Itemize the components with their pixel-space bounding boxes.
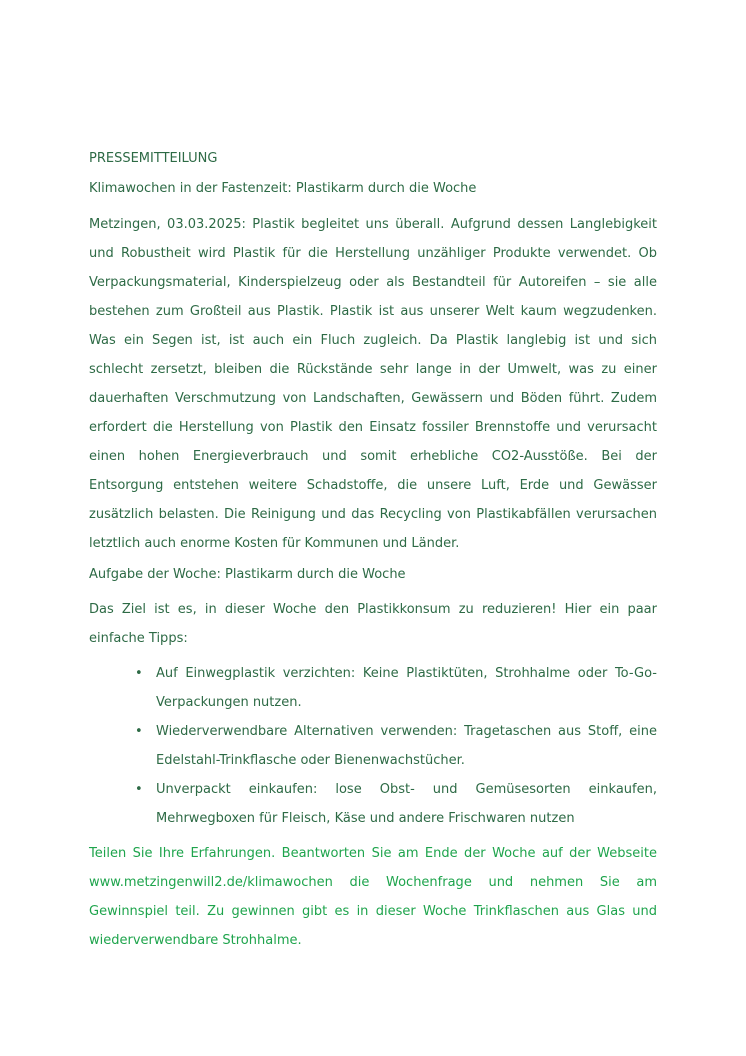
tip-item — [135, 659, 657, 717]
press-release-page — [89, 150, 657, 955]
tips-list — [89, 659, 657, 833]
bullet-icon: • — [135, 666, 143, 681]
bullet-icon: • — [135, 724, 143, 739]
task-heading: Aufgabe der Woche: Plastikarm durch die Woche — [89, 567, 406, 582]
tip-text: Unverpackt einkaufen: lose Obst- und Gemüsesorten einkaufen, Mehrwegboxen für Fleisch, Käse und andere Frischwaren nutzen — [156, 782, 657, 826]
tip-text: Auf Einwegplastik verzichten: Keine Plastiktüten, Strohhalme oder To-Go-Verpackungen nutzen. — [156, 666, 657, 710]
bullet-icon: • — [135, 782, 143, 797]
tip-item — [135, 717, 657, 775]
press-release-title: Klimawochen in der Fastenzeit: Plastikarm durch die Woche — [89, 181, 477, 196]
call-to-action-paragraph: Teilen Sie Ihre Erfahrungen. Beantworten Sie am Ende der Woche auf der Webseite www.metzingenwill2.de/klimawochen die Wochenfrage und nehmen Sie am Gewinnspiel teil. Zu gewinnen gibt es in dieser Woche Trinkflaschen aus Glas und wiederverwendbare Strohhalme. — [89, 846, 657, 948]
tip-item — [135, 775, 657, 833]
tip-text: Wiederverwendbare Alternativen verwenden: Tragetaschen aus Stoff, eine Edelstahl-Trinkflasche oder Bienenwachstücher. — [156, 724, 657, 768]
intro-paragraph: Metzingen, 03.03.2025: Plastik begleitet uns überall. Aufgrund dessen Langlebigkeit und Robustheit wird Plastik für die Herstellung unzähliger Produkte verwendet. Ob Verpackungsmaterial, Kinderspielzeug oder als Bestandteil für Autoreifen – sie alle bestehen zum Großteil aus Plastik. Plastik ist aus unserer Welt kaum wegzudenken. Was ein Segen ist, ist auch ein Fluch zugleich. Da Plastik langlebig ist und sich schlecht zersetzt, bleiben die Rückstände sehr lange in der Umwelt, was zu einer dauerhaften Verschmutzung von Landschaften, Gewässern und Böden führt. Zudem erfordert die Herstellung von Plastik den Einsatz fossiler Brennstoffe und verursacht einen hohen Energieverbrauch und somit erhebliche CO2-Ausstöße. Bei der Entsorgung entstehen weitere Schadstoffe, die unsere Luft, Erde und Gewässer zusätzlich belasten. Die Reinigung und das Recycling von Plastikabfällen verursachen letztlich auch enorme Kosten für Kommunen und Länder. — [89, 217, 657, 551]
task-intro-paragraph: Das Ziel ist es, in dieser Woche den Plastikkonsum zu reduzieren! Hier ein paar einfache Tipps: — [89, 602, 657, 646]
press-release-label: PRESSEMITTEILUNG — [89, 151, 218, 166]
